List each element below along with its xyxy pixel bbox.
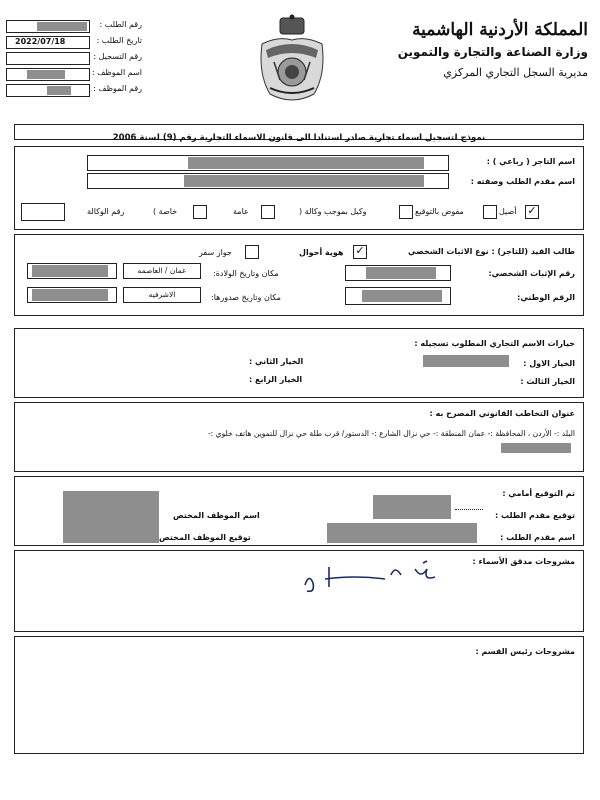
fourth-choice-label: الخيار الرابع : [249, 375, 303, 384]
head-notes-label: مشروحات رئيس القسم : [475, 647, 575, 656]
address-line: البلد :- الأردن ، المحافظة :- عمان المنطقة :- حي نزال الشارع :- الدستور/ قرب طلة حي نزال للتموين هاتف خلوي :- [207, 429, 575, 438]
kingdom-title: المملكة الأردنية الهاشمية [412, 20, 588, 40]
birth-place-date-label: مكان وتاريخ الولادة: [213, 269, 279, 278]
principal-checkbox[interactable] [525, 205, 539, 219]
passport-checkbox[interactable] [245, 245, 259, 259]
request-number-label: رقم الطلب : [99, 20, 142, 29]
meta-row-employee-number [6, 82, 142, 98]
proxy-number-field[interactable] [21, 203, 65, 221]
request-date-label: تاريخ الطلب : [96, 36, 142, 45]
id-number-label: رقم الإثبات الشخصي: [488, 269, 575, 278]
auditor-notes-section [14, 550, 584, 632]
applicant-name-value [327, 523, 477, 543]
birth-place-field[interactable]: عمان / العاصمه [123, 263, 201, 279]
agent-label: وكيل بموجب وكالة ( [299, 207, 367, 216]
name-choices-section [14, 328, 584, 398]
identity-section [14, 234, 584, 316]
registration-number-label: رقم التسجيل : [93, 52, 142, 61]
choices-heading: خيارات الاسم التجاري المطلوب تسجيله : [414, 339, 575, 348]
trader-name-field[interactable] [87, 155, 449, 171]
issue-place-date-label: مكان وتاريخ صدورها: [211, 293, 281, 302]
applicant-section [14, 146, 584, 230]
registration-number-field [6, 52, 90, 65]
second-choice-label: الخيار الثاني : [249, 357, 304, 366]
requester-id-type-label: طالب القيد (للتاجر) : نوع الاثبات الشخصي [407, 247, 575, 256]
issue-date-field[interactable] [27, 287, 117, 303]
request-number-field [6, 20, 90, 33]
check-mark-icon: ✓ [355, 244, 365, 257]
employee-number-label: رقم الموظف : [93, 84, 142, 93]
principal-option-label: أصيل [499, 207, 517, 216]
applicant-signature-dots [455, 509, 483, 510]
address-section [14, 402, 584, 472]
form-title-bar [14, 124, 584, 143]
third-choice-label: الخيار الثالث : [520, 377, 575, 386]
header-titles [348, 20, 588, 82]
address-heading: عنوان التخاطب القانوني المصرح به : [429, 409, 575, 418]
meta-row-request-date [6, 34, 142, 50]
form-title: نموذج لتسجيل اسماء تجارية صادر استنادا الى قانون الاسماء التجارية رقم (9) لسنة 2006 [112, 133, 486, 143]
trader-name-label: اسم التاجر ( رباعي ) : [486, 157, 575, 166]
employee-name-label: اسم الموظف : [91, 68, 142, 77]
authorized-signatory-label: مفوض بالتوقيع [415, 207, 464, 216]
national-number-field[interactable] [345, 287, 451, 305]
coat-of-arms-emblem [256, 14, 328, 104]
request-date-field: 2022/07/18 [6, 36, 90, 49]
signed-before-label: تم التوقيع أمامي : [502, 489, 575, 498]
employee-name-label: اسم الموظف المختص [173, 511, 260, 520]
directorate-title: مديرية السجل التجاري المركزي [443, 66, 588, 79]
special-proxy-label: خاصة ) [153, 207, 178, 216]
ministry-title: وزارة الصناعة والتجارة والتموين [397, 45, 588, 59]
auditor-notes-label: مشروحات مدقق الأسماء : [472, 557, 575, 566]
general-proxy-label: عامة [233, 207, 249, 216]
employee-name-field [6, 68, 90, 81]
applicant-signature-label: توقيع مقدم الطلب : [494, 511, 575, 520]
meta-row-employee-name [6, 66, 142, 82]
civil-id-checkbox[interactable] [353, 245, 367, 259]
applicant-signature-value [373, 495, 451, 519]
proxy-number-label: رقم الوكالة [87, 207, 125, 216]
issue-place-field[interactable]: الاشرفيه [123, 287, 201, 303]
check-mark-icon: ✓ [527, 204, 537, 217]
handwritten-signature [295, 557, 455, 597]
employee-number-field [6, 84, 90, 97]
national-number-label: الرقم الوطني: [517, 293, 575, 302]
signing-section [14, 476, 584, 546]
first-choice-label: الخيار الاول : [523, 359, 575, 368]
applicant-name-field[interactable] [87, 173, 449, 189]
head-notes-section [14, 636, 584, 754]
special-proxy-checkbox[interactable] [193, 205, 207, 219]
first-choice-value [423, 355, 509, 367]
passport-label: جواز سفر [199, 248, 232, 257]
employee-signature-label: توقيع الموظف المختص [159, 533, 251, 542]
mobile-number-value [501, 443, 571, 453]
header-meta [6, 18, 142, 98]
employee-name-value [63, 491, 159, 543]
general-proxy-checkbox[interactable] [261, 205, 275, 219]
authorized-signatory-checkbox[interactable] [483, 205, 497, 219]
id-number-field[interactable] [345, 265, 451, 281]
meta-row-registration [6, 50, 142, 66]
birth-date-field[interactable] [27, 263, 117, 279]
applicant-name-label: اسم مقدم الطلب : [500, 533, 575, 542]
applicant-label: اسم مقدم الطلب وصفته : [470, 177, 575, 186]
meta-row-request-number [6, 18, 142, 34]
civil-id-label: هوية أحوال [299, 248, 344, 257]
agent-checkbox[interactable] [399, 205, 413, 219]
